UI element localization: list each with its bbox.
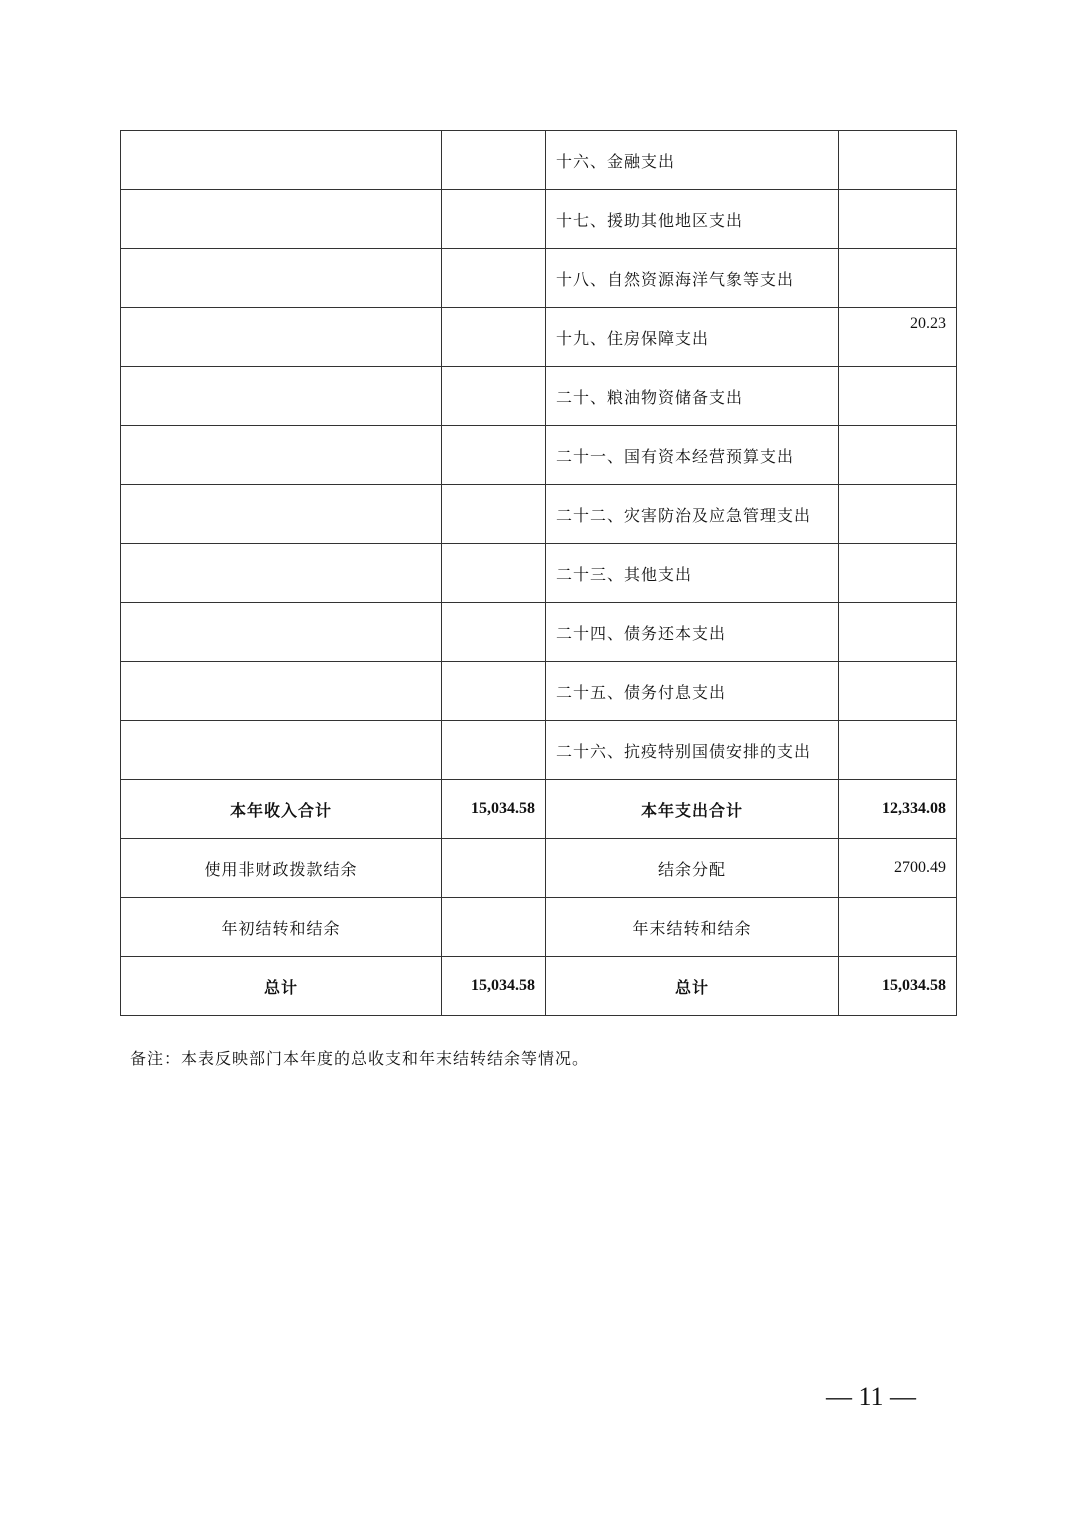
table-row xyxy=(121,662,957,721)
income-amount-cell xyxy=(442,249,546,308)
expense-item-label: 二十二、灾害防治及应急管理支出 xyxy=(546,485,839,544)
income-amount-cell xyxy=(442,662,546,721)
income-item-cell xyxy=(121,426,442,485)
income-amount-cell xyxy=(442,367,546,426)
expense-grand-total-label: 总计 xyxy=(546,957,839,1016)
expense-total-label: 本年支出合计 xyxy=(546,780,839,839)
budget-table xyxy=(120,130,957,1016)
table-row xyxy=(121,426,957,485)
expense-item-label: 二十三、其他支出 xyxy=(546,544,839,603)
expense-amount xyxy=(839,249,957,308)
income-item-cell xyxy=(121,308,442,367)
opening-carryover-value xyxy=(442,898,546,957)
closing-carryover-label: 年末结转和结余 xyxy=(546,898,839,957)
income-item-cell xyxy=(121,544,442,603)
carryover-row xyxy=(121,898,957,957)
balance-distribution-label: 结余分配 xyxy=(546,839,839,898)
income-grand-total-label: 总计 xyxy=(121,957,442,1016)
non-fiscal-balance-label: 使用非财政拨款结余 xyxy=(121,839,442,898)
opening-carryover-label: 年初结转和结余 xyxy=(121,898,442,957)
page-number: — 11 — xyxy=(826,1382,917,1411)
income-item-cell xyxy=(121,603,442,662)
expense-amount xyxy=(839,367,957,426)
income-item-cell xyxy=(121,721,442,780)
table-row xyxy=(121,544,957,603)
table-row xyxy=(121,367,957,426)
table-row xyxy=(121,249,957,308)
annual-total-row xyxy=(121,780,957,839)
balance-distribution-value: 2700.49 xyxy=(839,839,957,898)
income-item-cell xyxy=(121,249,442,308)
expense-amount: 20.23 xyxy=(839,308,957,367)
table-row xyxy=(121,721,957,780)
expense-amount xyxy=(839,190,957,249)
income-item-cell xyxy=(121,662,442,721)
table-row xyxy=(121,131,957,190)
expense-item-label: 二十一、国有资本经营预算支出 xyxy=(546,426,839,485)
expense-item-label: 二十、粮油物资储备支出 xyxy=(546,367,839,426)
expense-amount xyxy=(839,426,957,485)
income-item-cell xyxy=(121,131,442,190)
expense-amount xyxy=(839,485,957,544)
expense-item-label: 十九、住房保障支出 xyxy=(546,308,839,367)
expense-amount xyxy=(839,131,957,190)
non-fiscal-balance-value xyxy=(442,839,546,898)
table-row xyxy=(121,190,957,249)
income-amount-cell xyxy=(442,308,546,367)
expense-item-label: 十六、金融支出 xyxy=(546,131,839,190)
closing-carryover-value xyxy=(839,898,957,957)
income-item-cell xyxy=(121,190,442,249)
income-amount-cell xyxy=(442,426,546,485)
expense-amount xyxy=(839,721,957,780)
income-amount-cell xyxy=(442,544,546,603)
balance-row xyxy=(121,839,957,898)
income-amount-cell xyxy=(442,190,546,249)
table-row xyxy=(121,603,957,662)
expense-amount xyxy=(839,544,957,603)
table-row xyxy=(121,485,957,544)
table-note: 备注：本表反映部门本年度的总收支和年末结转结余等情况。 xyxy=(130,1049,590,1068)
income-item-cell xyxy=(121,367,442,426)
income-grand-total-value: 15,034.58 xyxy=(442,957,546,1016)
expense-item-label: 十八、自然资源海洋气象等支出 xyxy=(546,249,839,308)
income-amount-cell xyxy=(442,485,546,544)
expense-item-label: 十七、援助其他地区支出 xyxy=(546,190,839,249)
income-amount-cell xyxy=(442,603,546,662)
expense-item-label: 二十四、债务还本支出 xyxy=(546,603,839,662)
expense-item-label: 二十五、债务付息支出 xyxy=(546,662,839,721)
income-item-cell xyxy=(121,485,442,544)
income-amount-cell xyxy=(442,721,546,780)
expense-amount xyxy=(839,662,957,721)
income-total-value: 15,034.58 xyxy=(442,780,546,839)
table-row xyxy=(121,308,957,367)
expense-item-label: 二十六、抗疫特别国债安排的支出 xyxy=(546,721,839,780)
income-total-label: 本年收入合计 xyxy=(121,780,442,839)
income-amount-cell xyxy=(442,131,546,190)
expense-amount xyxy=(839,603,957,662)
expense-grand-total-value: 15,034.58 xyxy=(839,957,957,1016)
grand-total-row xyxy=(121,957,957,1016)
expense-total-value: 12,334.08 xyxy=(839,780,957,839)
